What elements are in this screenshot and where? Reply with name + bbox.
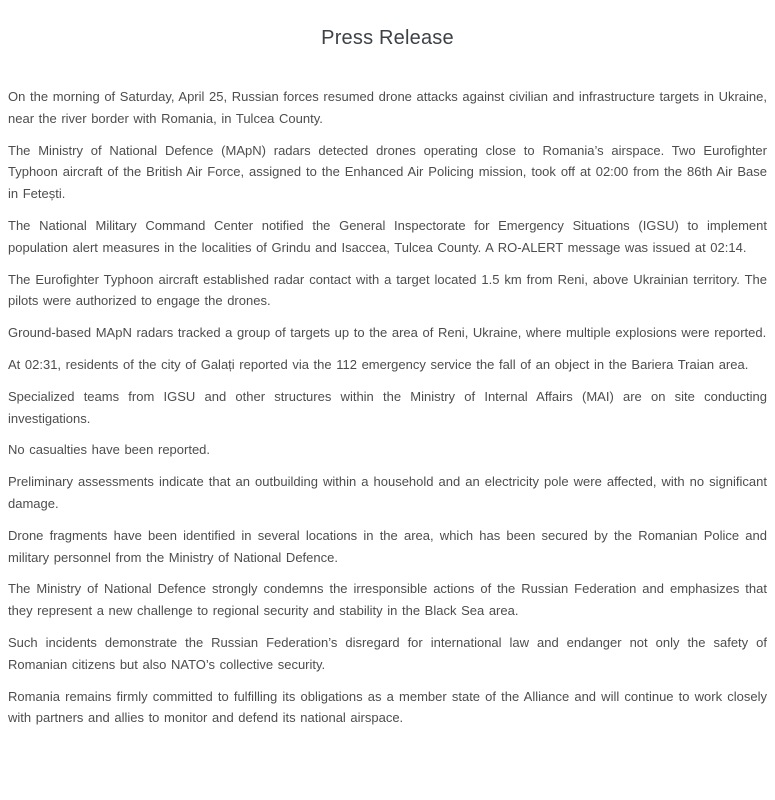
paragraph-nato-security: Such incidents demonstrate the Russian Federation’s disregard for international law and endanger not only the safety of Romanian citizens but also NATO’s collective security. — [8, 634, 767, 672]
paragraph-investigation-teams: Specialized teams from IGSU and other structures within the Ministry of Internal Affairs (MAI) are on site conducting investigations. — [8, 388, 767, 426]
paragraph-ground-radars: Ground-based MApN radars tracked a group of targets up to the area of Reni, Ukraine, where multiple explosions were reported. — [8, 325, 767, 341]
paragraph-alliance-commitment: Romania remains firmly committed to fulfilling its obligations as a member state of the Alliance and will continue to work closely with partners and allies to monitor and defend its national airspace. — [8, 688, 767, 726]
press-release-body — [8, 86, 767, 729]
paragraph-condemnation: The Ministry of National Defence strongly condemns the irresponsible actions of the Russian Federation and emphasizes that they represent a new challenge to regional security and stability in the Black Sea area. — [8, 581, 767, 619]
paragraph-ro-alert: The National Military Command Center notified the General Inspectorate for Emergency Situations (IGSU) to implement population alert measures in the localities of Grindu and Isaccea, Tulcea County. A RO-ALERT message was issued at 02:14. — [8, 217, 767, 255]
page-title: Press Release — [321, 27, 454, 49]
paragraph-radar-contact: The Eurofighter Typhoon aircraft established radar contact with a target located 1.5 km from Reni, above Ukrainian territory. The pilots were authorized to engage the drones. — [8, 271, 767, 309]
paragraph-damage-assessment: Preliminary assessments indicate that an outbuilding within a household and an electricity pole were affected, with no significant damage. — [8, 474, 767, 511]
paragraph-no-casualties: No casualties have been reported. — [8, 442, 211, 458]
paragraph-object-fall-report: At 02:31, residents of the city of Galați reported via the 112 emergency service the fall of an object in the Bariera Traian area. — [8, 356, 749, 372]
paragraph-intro-attack: On the morning of Saturday, April 25, Russian forces resumed drone attacks against civilian and infrastructure targets in Ukraine, near the river border with Romania, in Tulcea County. — [8, 89, 767, 126]
paragraph-radar-scramble: The Ministry of National Defence (MApN) radars detected drones operating close to Romania’s airspace. Two Eurofighter Typhoon aircraft of the British Air Force, assigned to the Enhanced Air Policing mission, took off at 02:00 from the 86th Air Base in Fetești. — [8, 142, 767, 202]
paragraph-drone-fragments: Drone fragments have been identified in several locations in the area, which has been secured by the Romanian Police and military personnel from the Ministry of National Defence. — [8, 527, 767, 565]
